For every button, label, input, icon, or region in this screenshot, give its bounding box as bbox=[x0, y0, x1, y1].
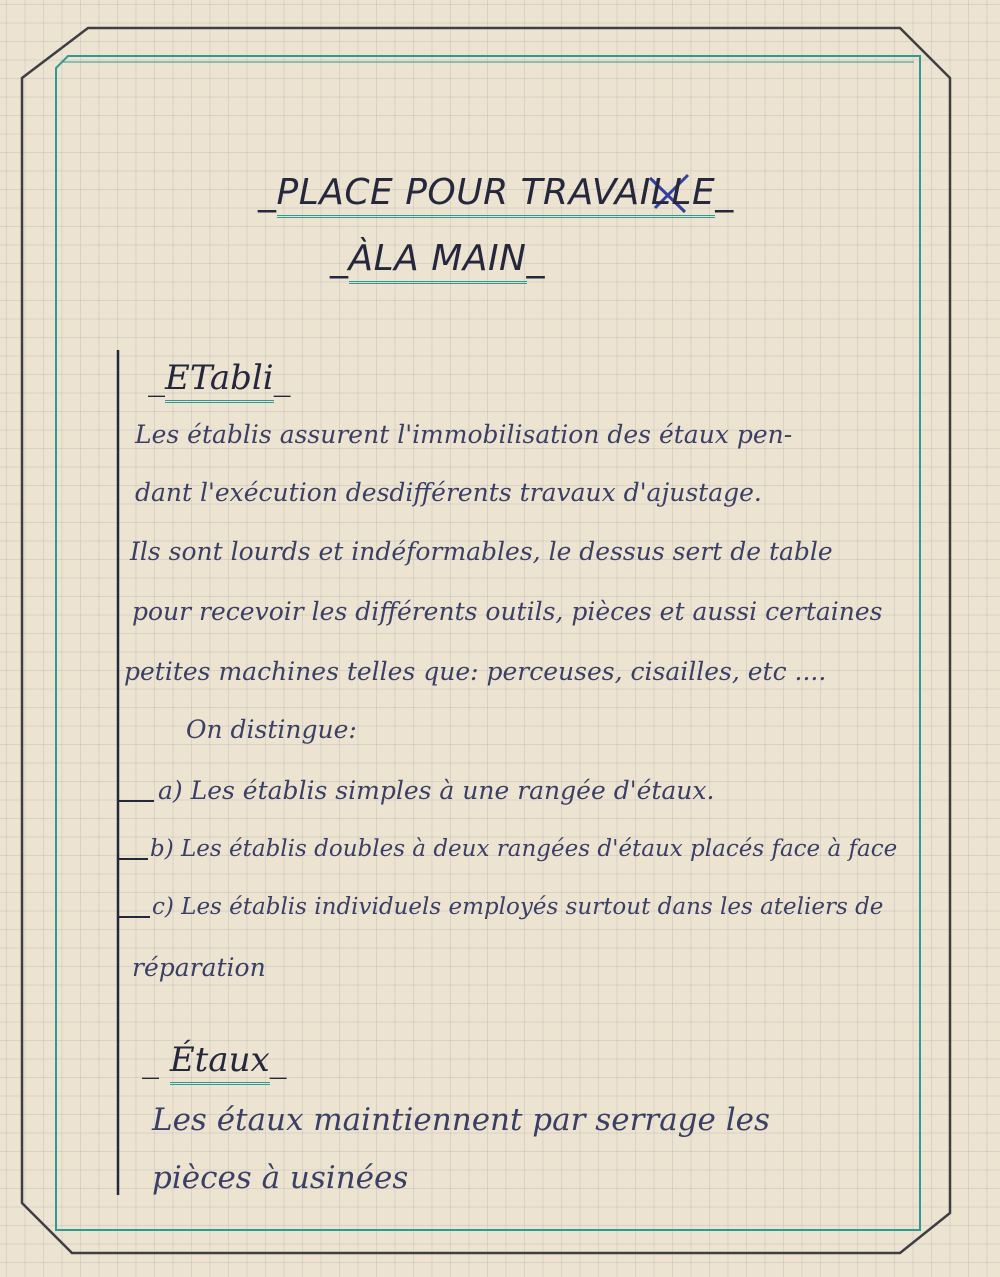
etabli-paragraph-line: dant l'exécution desdifférents travaux d'ajustage. bbox=[135, 478, 762, 507]
etabli-intro: On distingue: bbox=[186, 715, 357, 744]
etabli-paragraph-line: Ils sont lourds et indéformables, le dessus sert de table bbox=[130, 537, 833, 566]
list-hook bbox=[118, 916, 150, 918]
title-line-1: _PLACE POUR TRAVAILLE_ bbox=[258, 172, 734, 213]
etabli-paragraph-line: pour recevoir les différents outils, pièces et aussi certaines bbox=[132, 597, 883, 626]
title-line-2: _ÀLA MAIN_ bbox=[330, 238, 545, 279]
etaux-paragraph-line: Les étaux maintiennent par serrage les bbox=[152, 1102, 770, 1138]
etabli-paragraph-line: Les établis assurent l'immobilisation des étaux pen- bbox=[135, 420, 793, 449]
section-heading-etaux: _ Étaux_ bbox=[142, 1040, 287, 1080]
list-hook bbox=[118, 800, 154, 802]
heading-etaux-text: Étaux bbox=[170, 1040, 270, 1085]
heading-etabli-text: ETabli bbox=[165, 358, 274, 403]
list-item-b: b) Les établis doubles à deux rangées d'étaux placés face à face bbox=[150, 836, 898, 862]
title-text-1: PLACE POUR TRAVAILLE bbox=[277, 172, 716, 218]
title-text-2: ÀLA MAIN bbox=[349, 238, 527, 284]
list-item-c: c) Les établis individuels employés surtout dans les ateliers de bbox=[152, 894, 884, 920]
section-heading-etabli: _ETabli_ bbox=[148, 358, 291, 398]
list-item-c-continuation: réparation bbox=[132, 953, 266, 982]
list-hook bbox=[118, 858, 148, 860]
etaux-paragraph-line: pièces à usinées bbox=[152, 1160, 409, 1196]
list-item-a: a) Les établis simples à une rangée d'étaux. bbox=[158, 776, 715, 805]
etabli-paragraph-line: petites machines telles que: perceuses, cisailles, etc .... bbox=[124, 657, 827, 686]
